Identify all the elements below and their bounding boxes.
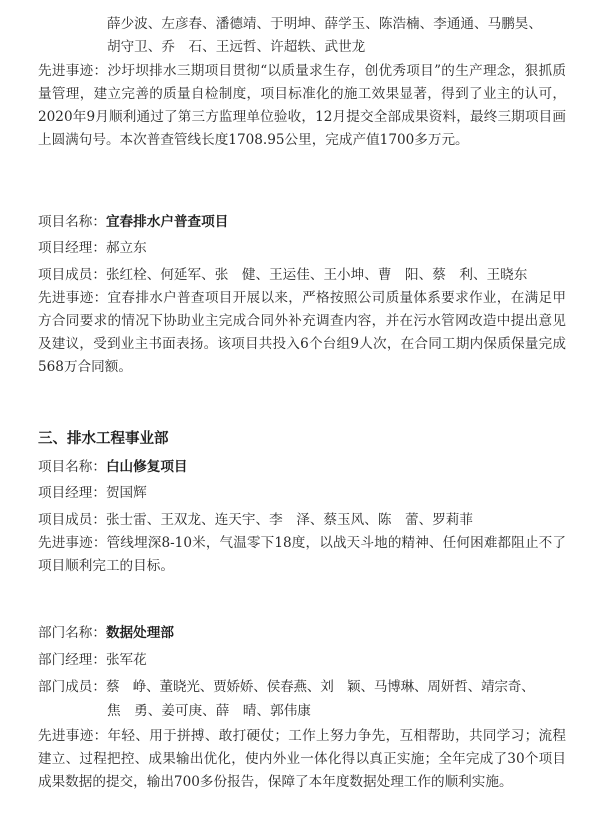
project-manager-row-b bbox=[38, 236, 147, 256]
department-manager: 张军花 bbox=[105, 652, 147, 668]
project-name-row-b bbox=[38, 210, 228, 230]
project-manager: 郝立东 bbox=[105, 240, 147, 256]
department-name: 数据处理部 bbox=[105, 625, 174, 641]
project-manager: 贺国辉 bbox=[105, 485, 147, 501]
department-members-label: 部门成员： bbox=[38, 679, 106, 695]
achievement-paragraph-b bbox=[38, 287, 566, 379]
project-name-row-c bbox=[38, 455, 188, 475]
achievement-label: 先进事迹： bbox=[38, 290, 108, 306]
achievement-paragraph-d bbox=[38, 725, 566, 794]
achievement-label: 先进事迹： bbox=[38, 63, 108, 79]
project-manager-row-c bbox=[38, 481, 147, 501]
project-name: 宜春排水户普查项目 bbox=[105, 214, 229, 230]
department-name-label: 部门名称： bbox=[38, 625, 106, 641]
achievement-text: 年轻、用于拼搏、敢打硬仗；工作上努力争先，互相帮助，共同学习；流程建立、过程把控、成果输出优化，使内外业一体化得以真正实施；全年完成了30个项目成果数据的提交，输出700多份报告，保障了本年度数据处理工作的顺利实施。 bbox=[38, 728, 566, 790]
project-name-label: 项目名称： bbox=[38, 459, 106, 475]
members-line-2: 胡守卫、乔 石、王远哲、许超轶、武世龙 bbox=[107, 39, 366, 55]
achievement-text: 管线埋深8-10米，气温零下18度，以战天斗地的精神、任何困难都阻止不了项目顺利完工的目标。 bbox=[38, 535, 566, 574]
achievement-text: 宜春排水户普查项目开展以来，严格按照公司质量体系要求作业，在满足甲方合同要求的情况下协助业主完成合同外补充调查内容，并在污水管网改造中提出意见及建议，受到业主书面表扬。该项目共投入6个台组9人次，在合同工期内保质保量完成568万合同额。 bbox=[38, 290, 566, 375]
achievement-paragraph-c bbox=[38, 532, 566, 578]
members-line-1: 薛少波、左彦春、潘德靖、于明坤、薛学玉、陈浩楠、李通通、马鹏昊、 bbox=[107, 16, 542, 32]
department-name-row bbox=[38, 621, 174, 641]
department-members: 蔡 峥、董晓光、贾娇娇、侯春燕、刘 颖、马博琳、周妍哲、靖宗奇、 bbox=[105, 679, 535, 695]
project-members-label: 项目成员： bbox=[38, 512, 106, 528]
department-members-row bbox=[38, 675, 535, 695]
project-members-row-b bbox=[38, 263, 527, 283]
department-members-line-2: 焦 勇、姜可庚、薛 晴、郭伟康 bbox=[107, 703, 311, 719]
project-name-label: 项目名称： bbox=[38, 214, 106, 230]
project-name: 白山修复项目 bbox=[105, 459, 188, 475]
department-manager-row bbox=[38, 648, 147, 668]
project-members: 张红栓、何延军、张 健、王运佳、王小坤、曹 阳、蔡 利、王晓东 bbox=[105, 267, 528, 283]
achievement-label: 先进事迹： bbox=[38, 728, 108, 744]
project-members-label: 项目成员： bbox=[38, 267, 106, 283]
section-heading: 三、排水工程事业部 bbox=[38, 431, 169, 447]
department-manager-label: 部门经理： bbox=[38, 652, 106, 668]
project-members-row-c bbox=[38, 508, 473, 528]
achievement-paragraph-a bbox=[38, 60, 566, 152]
achievement-label: 先进事迹： bbox=[38, 535, 107, 551]
achievement-text: 沙圩坝排水三期项目贯彻“以质量求生存，创优秀项目”的生产理念，狠抓质量管理，建立完善的质量自检制度，项目标准化的施工效果显著，得到了业主的认可，2020年9月顺利通过了第三方监理单位验收，12月提交全部成果资料，最终三期项目画上圆满句号。本次普查管线长度1708.95公里，完成产值1700多万元。 bbox=[38, 63, 566, 148]
project-manager-label: 项目经理： bbox=[38, 240, 106, 256]
project-members: 张士雷、王双龙、连天宇、李 泽、蔡玉风、陈 蕾、罗莉菲 bbox=[105, 512, 473, 528]
project-manager-label: 项目经理： bbox=[38, 485, 106, 501]
